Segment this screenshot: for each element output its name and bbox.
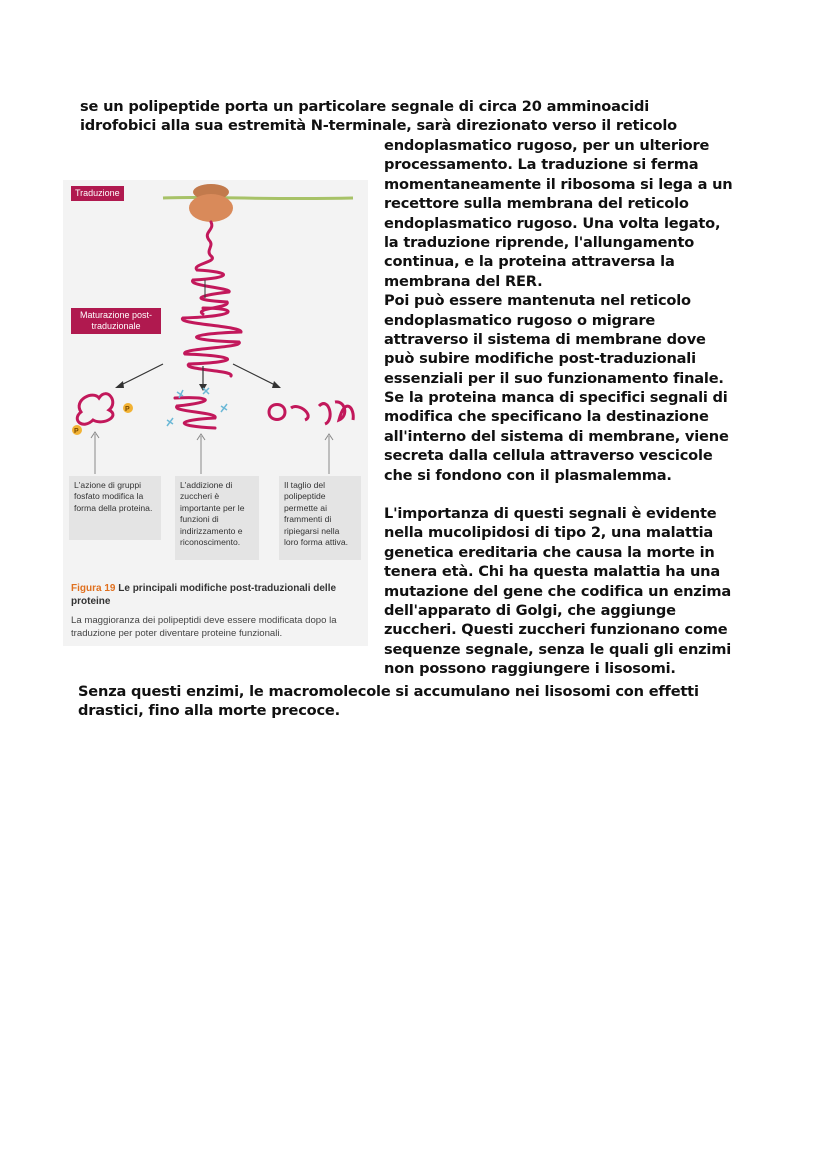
text-line: Poi può essere mantenuta nel reticolo [384, 292, 691, 310]
phosphorylated-protein [77, 394, 113, 425]
figure-description: La maggioranza dei polipeptidi deve essere modificata dopo la traduzione per poter diventare proteine funzionali. [71, 615, 337, 639]
figure-post-translational [63, 180, 368, 646]
text-line: modifica che specificano la destinazione [384, 408, 709, 426]
text-line: essenziali per il suo funzionamento finale. [384, 369, 724, 387]
phosphate-label: P [74, 428, 79, 435]
text-line: la traduzione riprende, l'allungamento [384, 233, 695, 251]
text-line: membrana del RER. [384, 272, 543, 290]
text-line: nella mucolipidosi di tipo 2, una malattia [384, 524, 714, 542]
text-line: secreta dalla cellula attraverso vescicole [384, 447, 713, 465]
text-line: processamento. La traduzione si ferma [384, 156, 699, 174]
text-line: genetica ereditaria che causa la morte in [384, 543, 715, 561]
intro-line: idrofobici alla sua estremità N-terminale, sarà direzionato verso il reticolo [80, 117, 678, 135]
mrna-strand [163, 197, 353, 198]
caption-phosphate: L'azione di gruppi fosfato modifica la forma della proteina. [69, 476, 161, 540]
text-line: momentaneamente il ribosoma si lega a un [384, 175, 733, 193]
pointer-line [91, 432, 99, 474]
paragraph-gap [384, 485, 733, 504]
intro-paragraph [80, 97, 677, 136]
cleaved-fragment [319, 402, 353, 424]
text-line: dell'apparato di Golgi, che aggiunge [384, 601, 676, 619]
caption-sugars: L'addizione di zuccheri è importante per le funzioni di indirizzamento e riconoscimento. [175, 476, 259, 560]
text-line: tenera età. Chi ha questa malattia ha una [384, 563, 720, 581]
arrowhead-icon [115, 381, 124, 388]
figure-title-text: Le principali modifiche post-traduzionali delle proteine [71, 583, 337, 607]
text-line: L'importanza di questi segnali è evidente [384, 505, 717, 523]
tag-maturazione: Maturazione post-traduzionale [71, 308, 161, 334]
outro-line: Senza questi enzimi, le macromolecole si accumulano nei lisosomi con effetti [78, 683, 699, 700]
text-line: che si fondono con il plasmalemma. [384, 466, 672, 484]
nascent-polypeptide [192, 222, 229, 314]
caption-cleavage: Il taglio del polipeptide permette ai frammenti di ripiegarsi nella loro forma attiva. [279, 476, 361, 560]
text-line: recettore sulla membrana del reticolo [384, 195, 689, 213]
text-line: endoplasmatico rugoso, per un ulteriore [384, 137, 710, 154]
folded-polypeptide [182, 308, 241, 376]
pointer-line [325, 434, 333, 474]
outro-paragraph [78, 682, 699, 721]
text-line: endoplasmatico rugoso. Una volta legato, [384, 214, 721, 232]
text-line: all'interno del sistema di membrane, viene [384, 427, 729, 445]
glycosylated-protein [175, 398, 215, 428]
arrow-left-icon [119, 364, 163, 386]
ribosome-large-subunit [189, 194, 233, 222]
figure-title [71, 582, 361, 608]
text-line: può subire modifiche post-traduzionali [384, 350, 696, 368]
cleaved-fragment [269, 405, 308, 421]
text-line: non possono raggiungere i lisosomi. [384, 660, 676, 678]
right-column-text [384, 136, 733, 679]
text-line: continua, e la proteina attraversa la [384, 253, 675, 271]
arrowhead-icon [272, 381, 281, 388]
text-line: sequenze segnale, senza le quali gli enzimi [384, 640, 732, 658]
intro-line: se un polipeptide porta un particolare segnale di circa 20 amminoacidi [80, 98, 650, 115]
text-line: attraverso il sistema di membrane dove [384, 330, 706, 348]
text-line: zuccheri. Questi zuccheri funzionano come [384, 621, 728, 639]
text-line: Se la proteina manca di specifici segnali di [384, 389, 728, 407]
arrow-right-icon [233, 364, 277, 386]
phosphate-label: P [125, 406, 130, 413]
text-line: mutazione del gene che codifica un enzima [384, 582, 732, 600]
figure-number: Figura 19 [71, 583, 116, 594]
tag-traduzione: Traduzione [71, 186, 124, 201]
pointer-line [197, 434, 205, 474]
outro-line: drastici, fino alla morte precoce. [78, 702, 340, 720]
text-line: endoplasmatico rugoso o migrare [384, 311, 656, 329]
